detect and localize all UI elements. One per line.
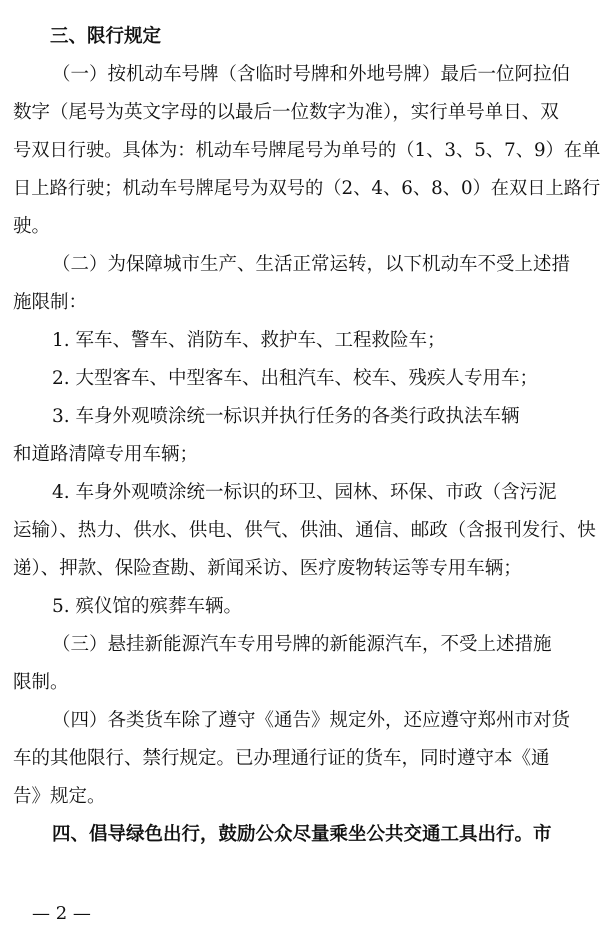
paragraph-3-line-1: （三）悬挂新能源汽车专用号牌的新能源汽车，不受上述措施 — [52, 634, 552, 655]
list-item-2: 2. 大型客车、中型客车、出租汽车、校车、残疾人专用车； — [52, 368, 539, 389]
paragraph-1-line-4: 日上路行驶；机动车号牌尾号为双号的（2、4、6、8、0）在双日上路行 — [13, 178, 601, 199]
paragraph-1-line-3: 号双日行驶。具体为：机动车号牌尾号为单号的（1、3、5、7、9）在单 — [13, 140, 601, 161]
list-item-4-line-1: 4. 车身外观喷涂统一标识的环卫、园林、环保、市政（含污泥 — [52, 482, 557, 503]
list-item-4-line-3: 递）、押款、保险查勘、新闻采访、医疗废物转运等专用车辆； — [13, 558, 522, 579]
page-number: — 2 — — [32, 903, 91, 924]
paragraph-4-line-2: 车的其他限行、禁行规定。已办理通行证的货车，同时遵守本《通 — [13, 748, 550, 769]
section-heading-3: 三、限行规定 — [50, 26, 162, 47]
paragraph-1-line-2: 数字（尾号为英文字母的以最后一位数字为准），实行单号单日、双 — [13, 102, 559, 123]
paragraph-2-line-1: （二）为保障城市生产、生活正常运转，以下机动车不受上述措 — [52, 254, 571, 275]
paragraph-2-line-2: 施限制： — [13, 292, 88, 313]
paragraph-3-line-2: 限制。 — [13, 672, 69, 693]
list-item-4-line-2: 运输）、热力、供水、供电、供气、供油、通信、邮政（含报刊发行、快 — [13, 520, 596, 541]
list-item-3-line-2: 和道路清障专用车辆； — [13, 444, 199, 465]
list-item-3-line-1: 3. 车身外观喷涂统一标识并执行任务的各类行政执法车辆 — [52, 406, 520, 427]
section-heading-4: 四、倡导绿色出行，鼓励公众尽量乘坐公共交通工具出行。市 — [52, 824, 552, 845]
paragraph-4-line-1: （四）各类货车除了遵守《通告》规定外，还应遵守郑州市对货 — [52, 710, 571, 731]
list-item-1: 1. 军车、警车、消防车、救护车、工程救险车； — [52, 330, 446, 351]
paragraph-1-line-5: 驶。 — [13, 216, 51, 237]
paragraph-1-line-1: （一）按机动车号牌（含临时号牌和外地号牌）最后一位阿拉伯 — [52, 64, 571, 85]
paragraph-4-line-3: 告》规定。 — [13, 786, 106, 807]
list-item-5: 5. 殡仪馆的殡葬车辆。 — [52, 596, 243, 617]
